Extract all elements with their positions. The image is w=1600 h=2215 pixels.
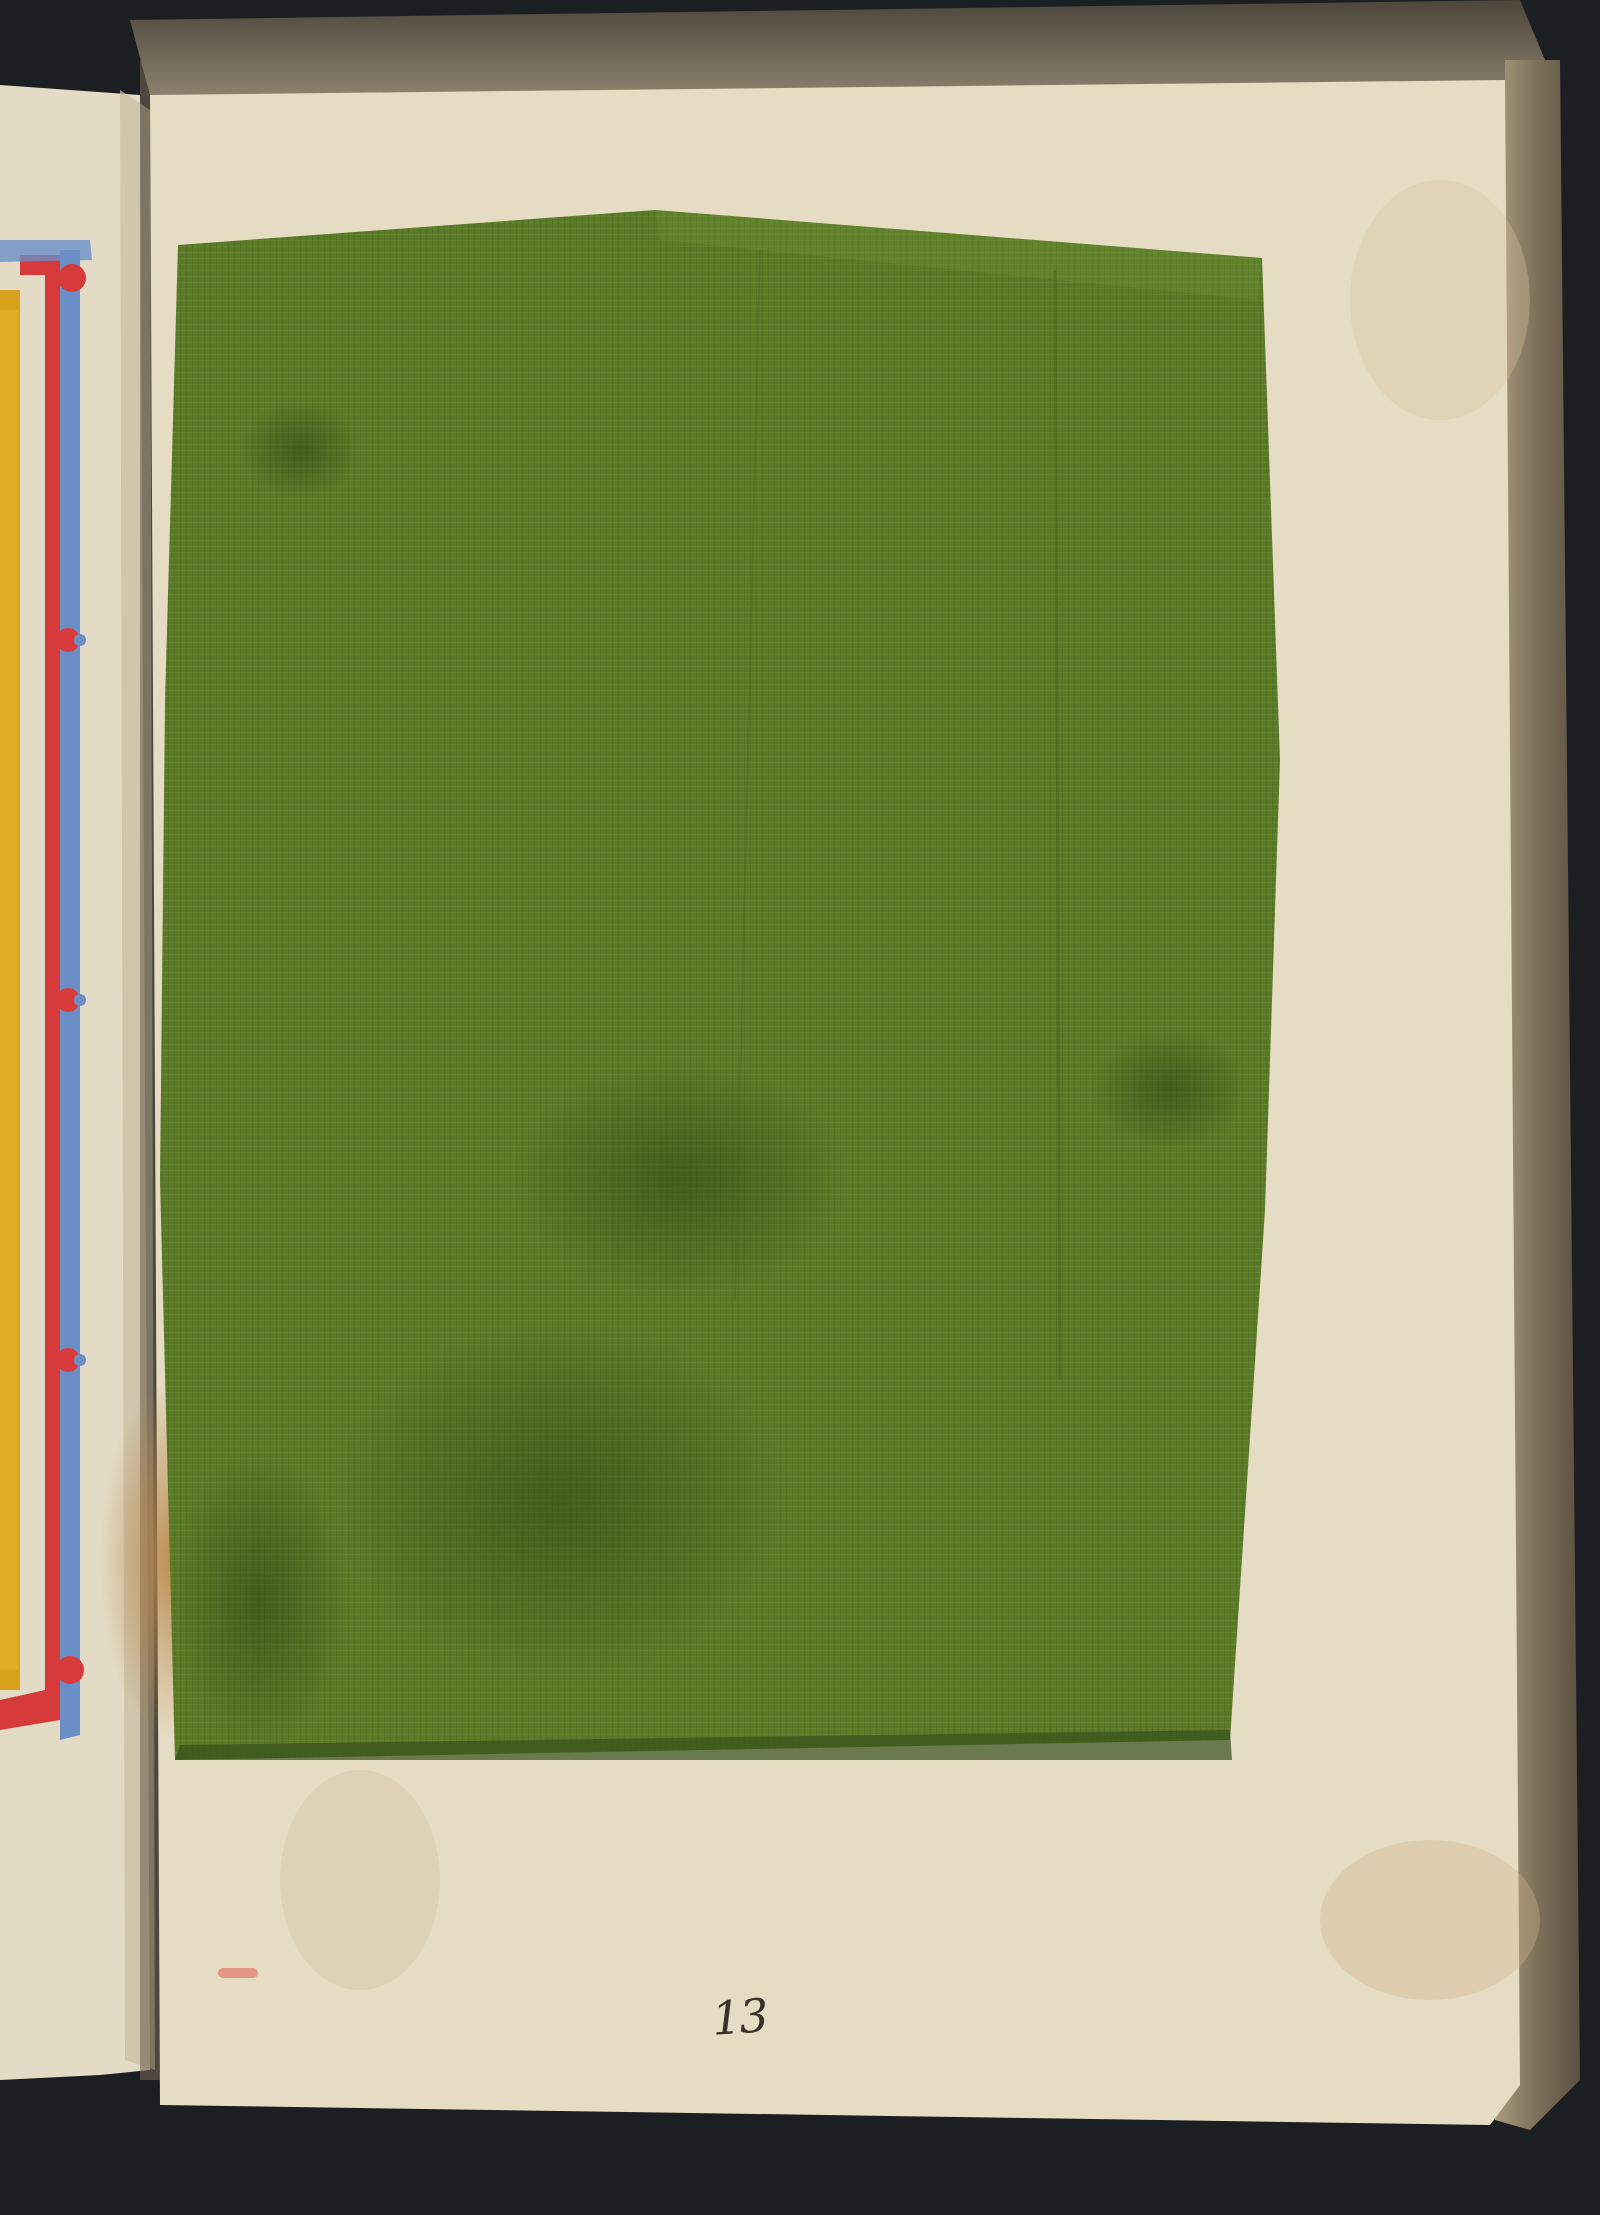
illuminated-border — [0, 240, 92, 1740]
folio-number: 13 — [710, 1988, 769, 2046]
